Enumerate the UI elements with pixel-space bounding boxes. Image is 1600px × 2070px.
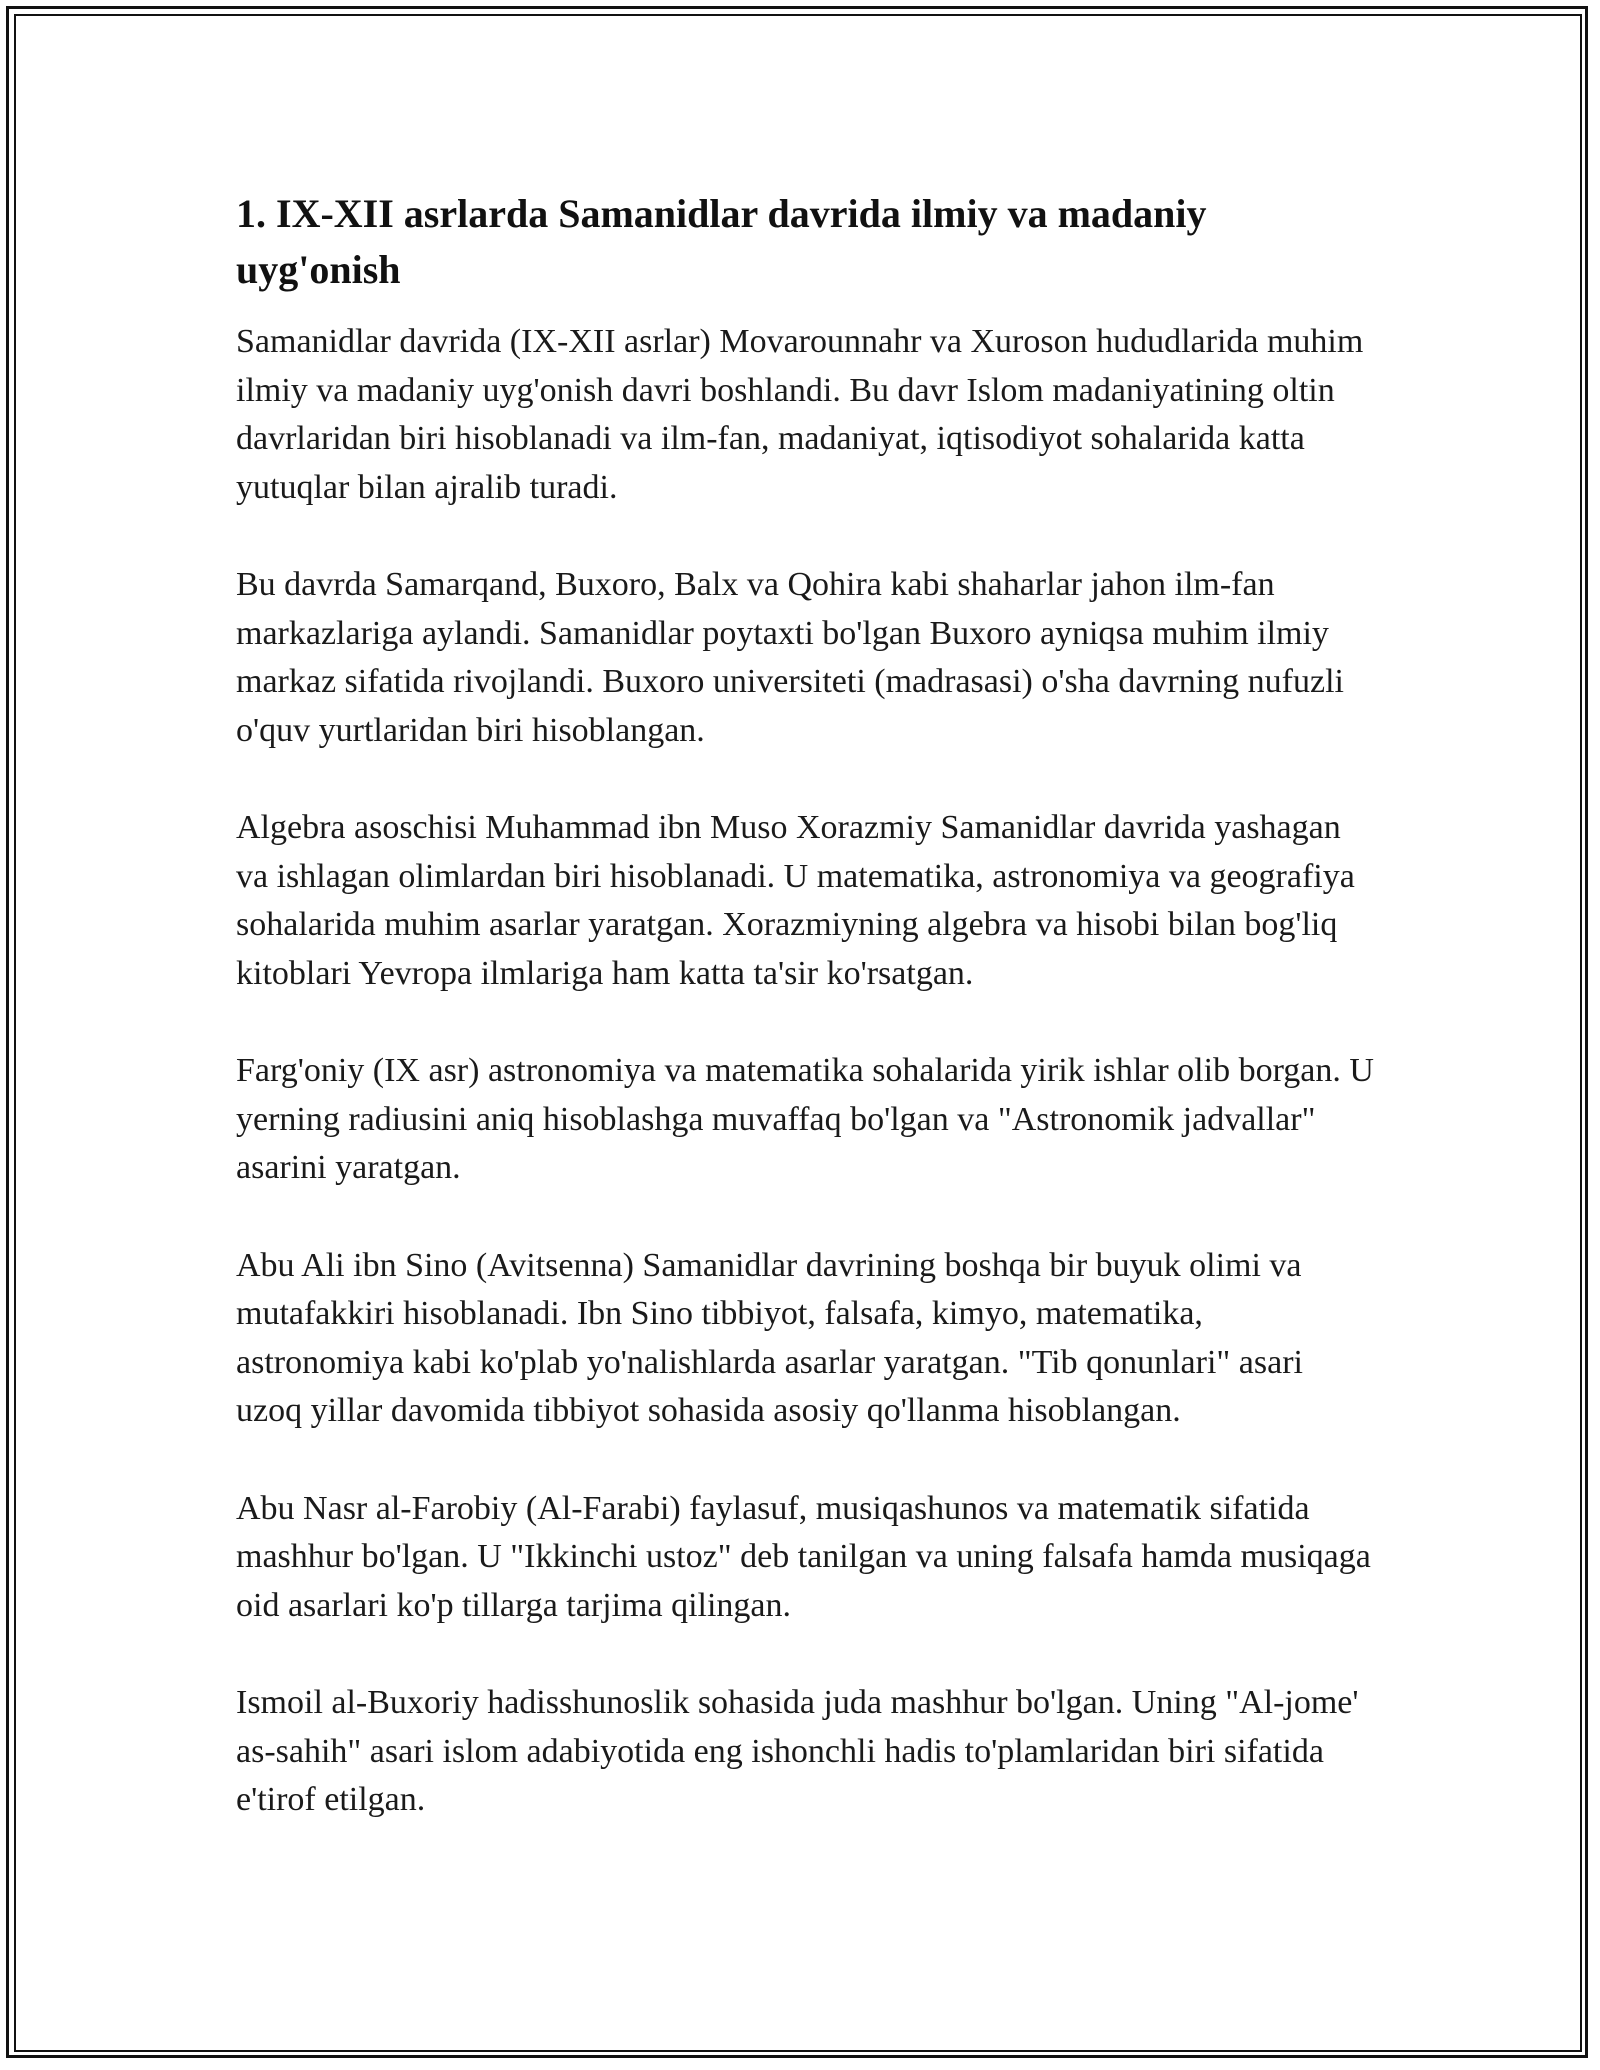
paragraph-khwarizmi: Algebra asoschisi Muhammad ibn Muso Xorazmiy Samanidlar davrida yashagan va ishlagan olimlardan biri hisoblanadi. U matematika, astronomiya va geografiya sohalarida muhim asarlar yaratgan. Xorazmiyning algebra va hisobi bilan bog'liq kitoblari Yevropa ilmlariga ham katta ta'sir ko'rsatgan. <box>236 809 1355 992</box>
paragraph-ibn-sino: Abu Ali ibn Sino (Avitsenna) Samanidlar davrining boshqa bir buyuk olimi va mutafakkiri hisoblanadi. Ibn Sino tibbiyot, falsafa, kimyo, matematika, astronomiya kabi ko'plab yo'nalishlarda asarlar yaratgan. "Tib qonunlari" asari uzoq yillar davomida tibbiyot sohasida asosiy qo'llanma hisoblangan. <box>236 1246 1303 1429</box>
paragraph-farabi: Abu Nasr al-Farobiy (Al-Farabi) faylasuf, musiqashunos va matematik sifatida mashhur bo'lgan. U "Ikkinchi ustoz" deb tanilgan va uning falsafa hamda musiqaga oid asarlari ko'p tillarga tarjima qilingan. <box>236 1489 1371 1624</box>
document-body <box>236 186 1376 1825</box>
paragraph-science-centers: Bu davrda Samarqand, Buxoro, Balx va Qohira kabi shaharlar jahon ilm-fan markazlariga aylandi. Samanidlar poytaxti bo'lgan Buxoro ayniqsa muhim ilmiy markaz sifatida rivojlandi. Buxoro universiteti (madrasasi) o'sha davrning nufuzli o'quv yurtlaridan biri hisoblangan. <box>236 566 1344 749</box>
paragraph-farghani: Farg'oniy (IX asr) astronomiya va matematika sohalarida yirik ishlar olib borgan. U yerning radiusini aniq hisoblashga muvaffaq bo'lgan va "Astronomik jadvallar" asarini yaratgan. <box>236 1052 1374 1186</box>
paragraph-bukhari: Ismoil al-Buxoriy hadisshunoslik sohasida juda mashhur bo'lgan. Uning "Al-jome' as-sahih" asari islom adabiyotida eng ishonchli hadis to'plamlaridan biri sifatida e'tirof etilgan. <box>236 1684 1359 1818</box>
section-heading: 1. IX-XII asrlarda Samanidlar davrida ilmiy va madaniy uyg'onish <box>236 191 1207 292</box>
paragraph-samanids-intro: Samanidlar davrida (IX-XII asrlar) Movarounnahr va Xuroson hududlarida muhim ilmiy va madaniy uyg'onish davri boshlandi. Bu davr Islom madaniyatining oltin davrlaridan biri hisoblanadi va ilm-fan, madaniyat, iqtisodiyot sohalarida katta yutuqlar bilan ajralib turadi. <box>236 323 1364 506</box>
